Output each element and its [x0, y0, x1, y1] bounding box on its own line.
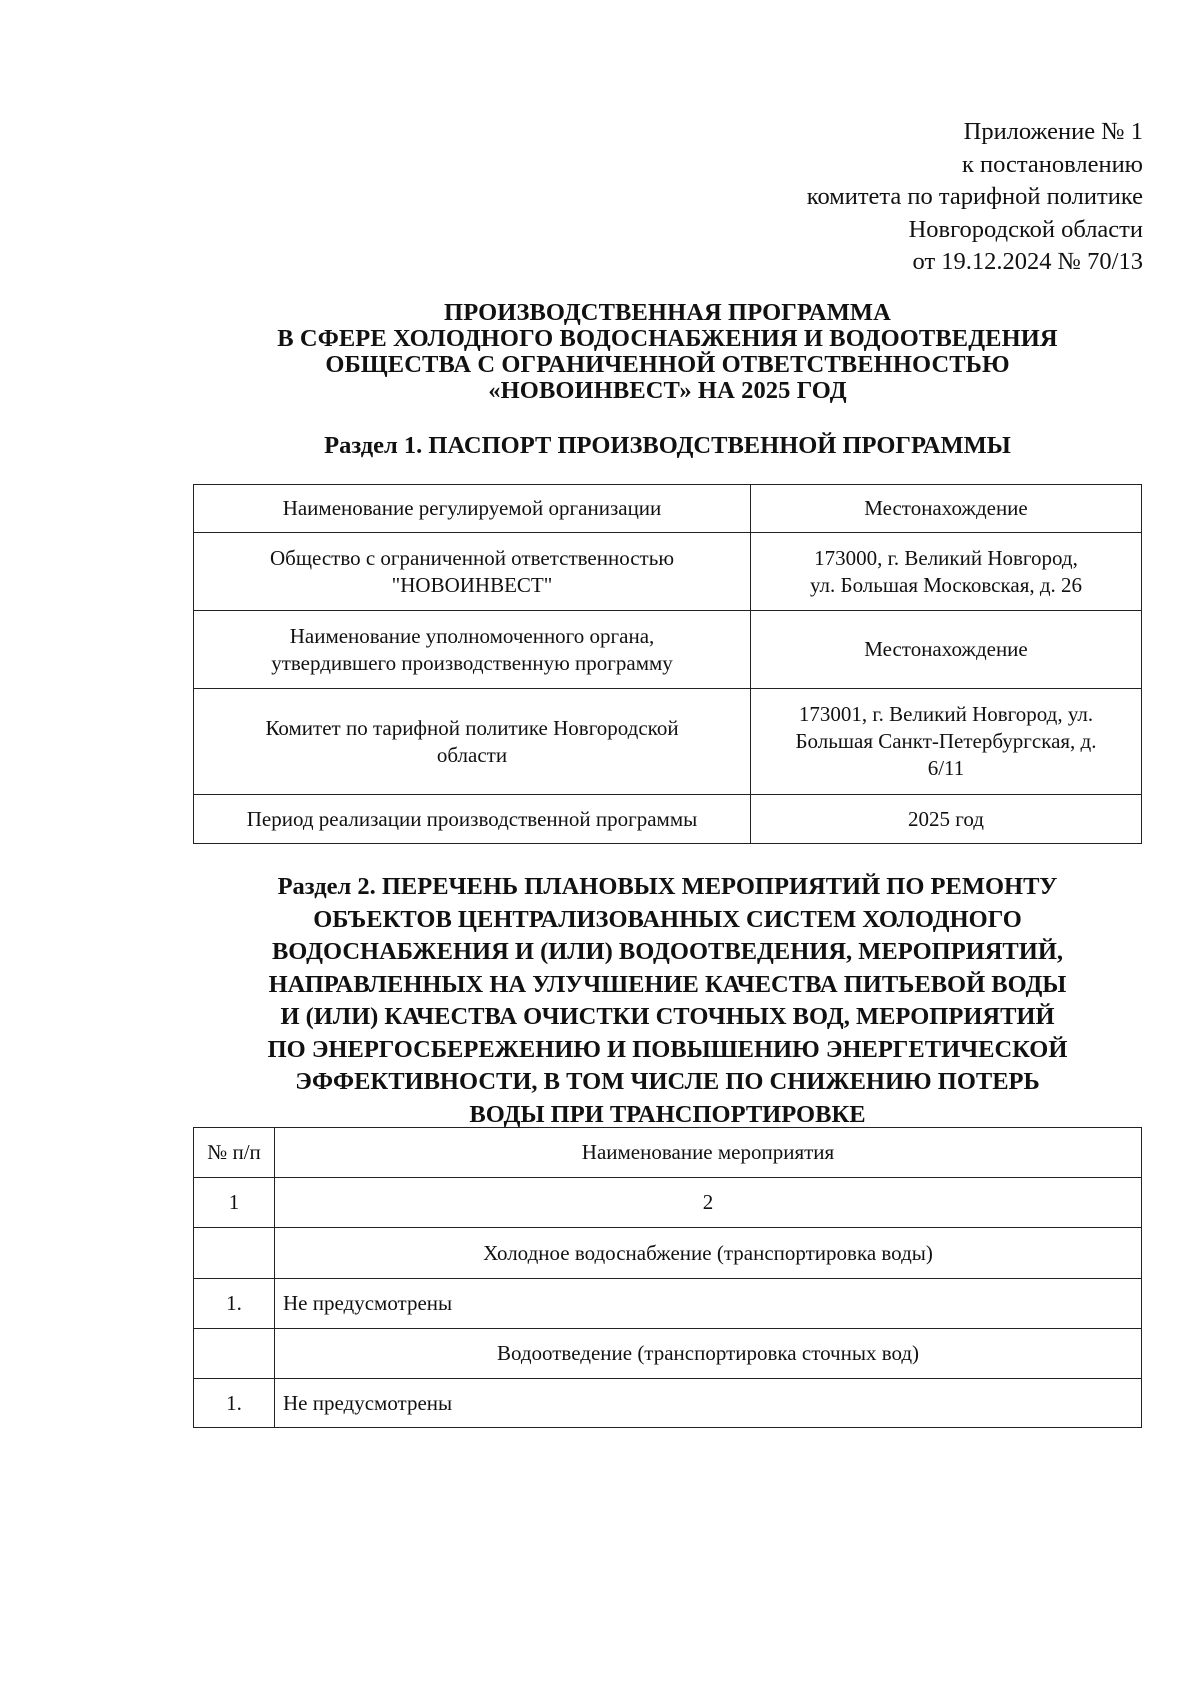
section2-heading-line: ВОДОСНАБЖЕНИЯ И (ИЛИ) ВОДООТВЕДЕНИЯ, МЕРОПРИЯТИЙ,	[271, 938, 1064, 965]
section2-heading-line: ВОДЫ ПРИ ТРАНСПОРТИРОВКЕ	[469, 1100, 866, 1128]
measures-group-row	[194, 1329, 1142, 1379]
section2-heading-line: ПО ЭНЕРГОСБЕРЕЖЕНИЮ И ПОВЫШЕНИЮ ЭНЕРГЕТИЧЕСКОЙ	[267, 1035, 1068, 1063]
group-number-cell	[194, 1228, 275, 1279]
section2-heading-line: Раздел 2. ПЕРЕЧЕНЬ ПЛАНОВЫХ МЕРОПРИЯТИЙ ПО РЕМОНТУ	[277, 873, 1058, 900]
table-row	[194, 1279, 1142, 1329]
measures-header-row	[194, 1128, 1142, 1178]
column-number-cell: 2	[275, 1178, 1142, 1228]
appendix-reference	[807, 116, 1143, 279]
passport-cell-location: Местонахождение	[751, 611, 1142, 689]
title-line: ОБЩЕСТВА С ОГРАНИЧЕННОЙ ОТВЕТСТВЕННОСТЬЮ	[325, 351, 1010, 378]
passport-row	[194, 795, 1142, 844]
document-title	[0, 300, 1200, 404]
item-number-cell: 1.	[194, 1379, 275, 1428]
appendix-line: Новгородской области	[908, 215, 1143, 243]
title-line: В СФЕРЕ ХОЛОДНОГО ВОДОСНАБЖЕНИЯ И ВОДООТВЕДЕНИЯ	[277, 325, 1058, 352]
section2-heading-line: ОБЪЕКТОВ ЦЕНТРАЛИЗОВАННЫХ СИСТЕМ ХОЛОДНОГО	[313, 905, 1022, 933]
passport-row	[194, 611, 1142, 689]
column-header-number: № п/п	[194, 1128, 275, 1178]
title-line: ПРОИЗВОДСТВЕННАЯ ПРОГРАММА	[444, 299, 891, 326]
passport-cell-location: 173000, г. Великий Новгород, ул. Большая Московская, д. 26	[751, 533, 1142, 611]
passport-cell-name: Общество с ограниченной ответственностью "НОВОИНВЕСТ"	[194, 533, 751, 611]
column-header-name: Наименование мероприятия	[275, 1128, 1142, 1178]
title-line: «НОВОИНВЕСТ» НА 2025 ГОД	[488, 377, 847, 404]
measures-column-number-row	[194, 1178, 1142, 1228]
item-name-cell: Не предусмотрены	[275, 1379, 1142, 1428]
section2-heading-line: И (ИЛИ) КАЧЕСТВА ОЧИСТКИ СТОЧНЫХ ВОД, МЕРОПРИЯТИЙ	[280, 1003, 1055, 1030]
section2-heading-line: ЭФФЕКТИВНОСТИ, В ТОМ ЧИСЛЕ ПО СНИЖЕНИЮ ПОТЕРЬ	[295, 1068, 1040, 1095]
passport-cell-location: 2025 год	[751, 795, 1142, 844]
passport-cell-name: Период реализации производственной программы	[194, 795, 751, 844]
passport-table	[193, 484, 1142, 844]
appendix-line: к постановлению	[962, 150, 1143, 178]
passport-row	[194, 533, 1142, 611]
passport-cell-name: Комитет по тарифной политике Новгородской области	[194, 689, 751, 795]
section2-heading-line: НАПРАВЛЕННЫХ НА УЛУЧШЕНИЕ КАЧЕСТВА ПИТЬЕВОЙ ВОДЫ	[268, 970, 1067, 998]
appendix-line: комитета по тарифной политике	[806, 183, 1143, 210]
measures-table	[193, 1127, 1142, 1428]
section1-heading: Раздел 1. ПАСПОРТ ПРОИЗВОДСТВЕННОЙ ПРОГРАММЫ	[324, 432, 1011, 459]
passport-row	[194, 689, 1142, 795]
passport-row	[194, 485, 1142, 533]
passport-cell-location: 173001, г. Великий Новгород, ул. Большая Санкт-Петербургская, д. 6/11	[751, 689, 1142, 795]
section2-heading	[0, 871, 1200, 1131]
table-row	[194, 1379, 1142, 1428]
group-title-cell: Холодное водоснабжение (транспортировка воды)	[275, 1228, 1142, 1279]
group-title-cell: Водоотведение (транспортировка сточных вод)	[275, 1329, 1142, 1379]
item-name-cell: Не предусмотрены	[275, 1279, 1142, 1329]
appendix-line: Приложение № 1	[963, 118, 1143, 145]
passport-cell-location: Местонахождение	[751, 485, 1142, 533]
passport-cell-name: Наименование уполномоченного органа, утвердившего производственную программу	[194, 611, 751, 689]
measures-group-row	[194, 1228, 1142, 1279]
column-number-cell: 1	[194, 1178, 275, 1228]
item-number-cell: 1.	[194, 1279, 275, 1329]
passport-cell-name: Наименование регулируемой организации	[194, 485, 751, 533]
group-number-cell	[194, 1329, 275, 1379]
appendix-line: от 19.12.2024 № 70/13	[912, 248, 1143, 275]
